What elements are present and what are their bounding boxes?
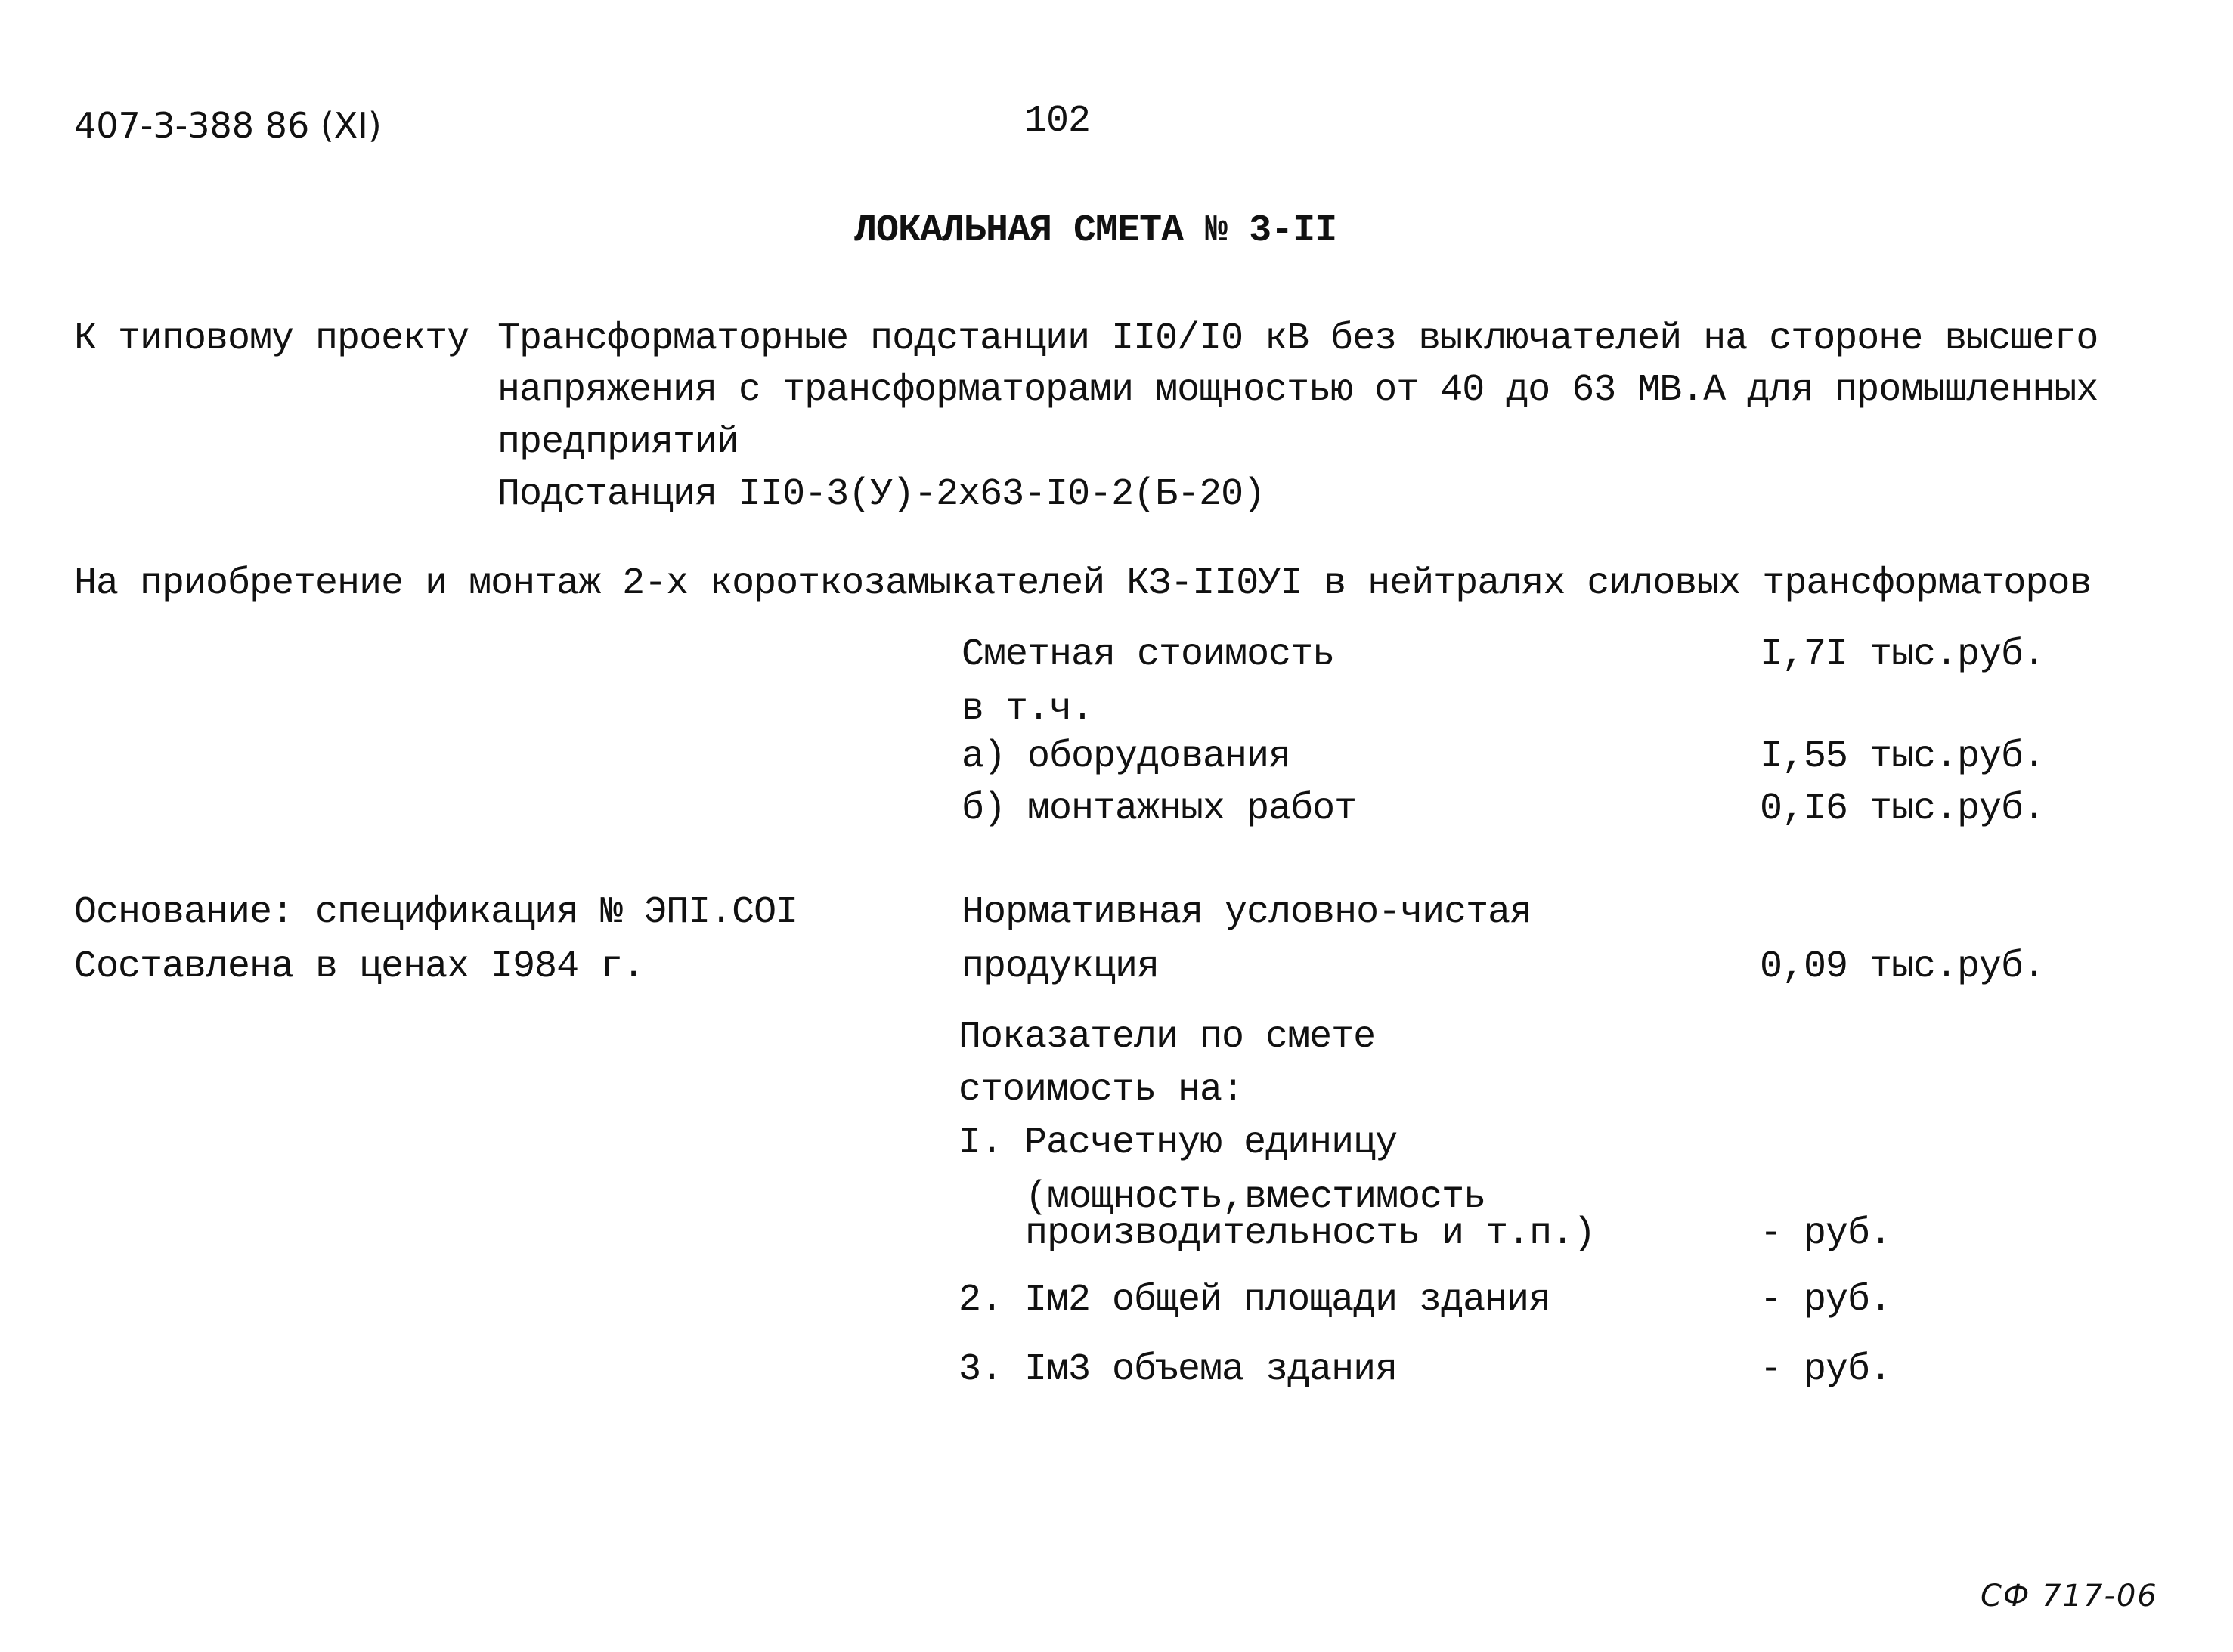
- installation-cost-label: б) монтажных работ: [962, 787, 1357, 831]
- substation-code: Подстанция II0-3(У)-2х63-I0-2(Б-20): [497, 473, 1265, 516]
- normative-label-line-2: продукция: [962, 945, 1160, 988]
- document-number: 407-3-388 86 (XI): [74, 105, 382, 146]
- project-line-1: Трансформаторные подстанции II0/I0 кВ без выключателей на стороне высшего: [497, 317, 2098, 360]
- indicator-2-label: 2. Iм2 общей площади здания: [959, 1279, 1551, 1322]
- project-line-2: напряжения с трансформаторами мощностью от 40 до 63 МВ.А для промышленных: [497, 369, 2098, 412]
- indicators-heading-1: Показатели по смете: [959, 1016, 1376, 1059]
- page-number: 102: [1024, 100, 1091, 143]
- installation-cost-value: 0,I6 тыс.руб.: [1760, 787, 2046, 831]
- indicator-1-label: I. Расчетную единицу: [959, 1121, 1398, 1165]
- basis-prices: Составлена в ценах I984 г.: [74, 945, 645, 988]
- indicators-heading-2: стоимость на:: [959, 1069, 1244, 1112]
- indicator-1-sub-1: (мощность,вместимость: [1025, 1176, 1486, 1219]
- equipment-cost-label: а) оборудования: [962, 735, 1291, 778]
- indicator-3-label: 3. Iм3 объема здания: [959, 1348, 1398, 1391]
- including-label: в т.ч.: [962, 688, 1094, 731]
- project-label: К типовому проекту: [74, 317, 469, 360]
- indicator-2-value: - руб.: [1760, 1279, 1892, 1322]
- normative-value: 0,09 тыс.руб.: [1760, 945, 2046, 988]
- indicator-1-sub-2: производительность и т.п.): [1025, 1212, 1596, 1255]
- indicator-1-value: - руб.: [1760, 1212, 1892, 1255]
- equipment-cost-value: I,55 тыс.руб.: [1760, 735, 2046, 778]
- basis-specification: Основание: спецификация № ЭПI.СОI: [74, 891, 798, 934]
- document-title: ЛОКАЛЬНАЯ СМЕТА № 3-II: [854, 209, 1337, 252]
- total-cost-value: I,7I тыс.руб.: [1760, 633, 2046, 676]
- total-cost-label: Сметная стоимость: [962, 633, 1335, 676]
- normative-label-line-1: Нормативная условно-чистая: [962, 891, 1532, 934]
- indicator-3-value: - руб.: [1760, 1348, 1892, 1391]
- archive-stamp: СФ 717-06: [1981, 1579, 2158, 1613]
- project-line-3: предприятий: [497, 421, 739, 464]
- purpose-text: На приобретение и монтаж 2-х короткозамыкателей КЗ-II0УI в нейтралях силовых трансформаторов: [74, 562, 2092, 605]
